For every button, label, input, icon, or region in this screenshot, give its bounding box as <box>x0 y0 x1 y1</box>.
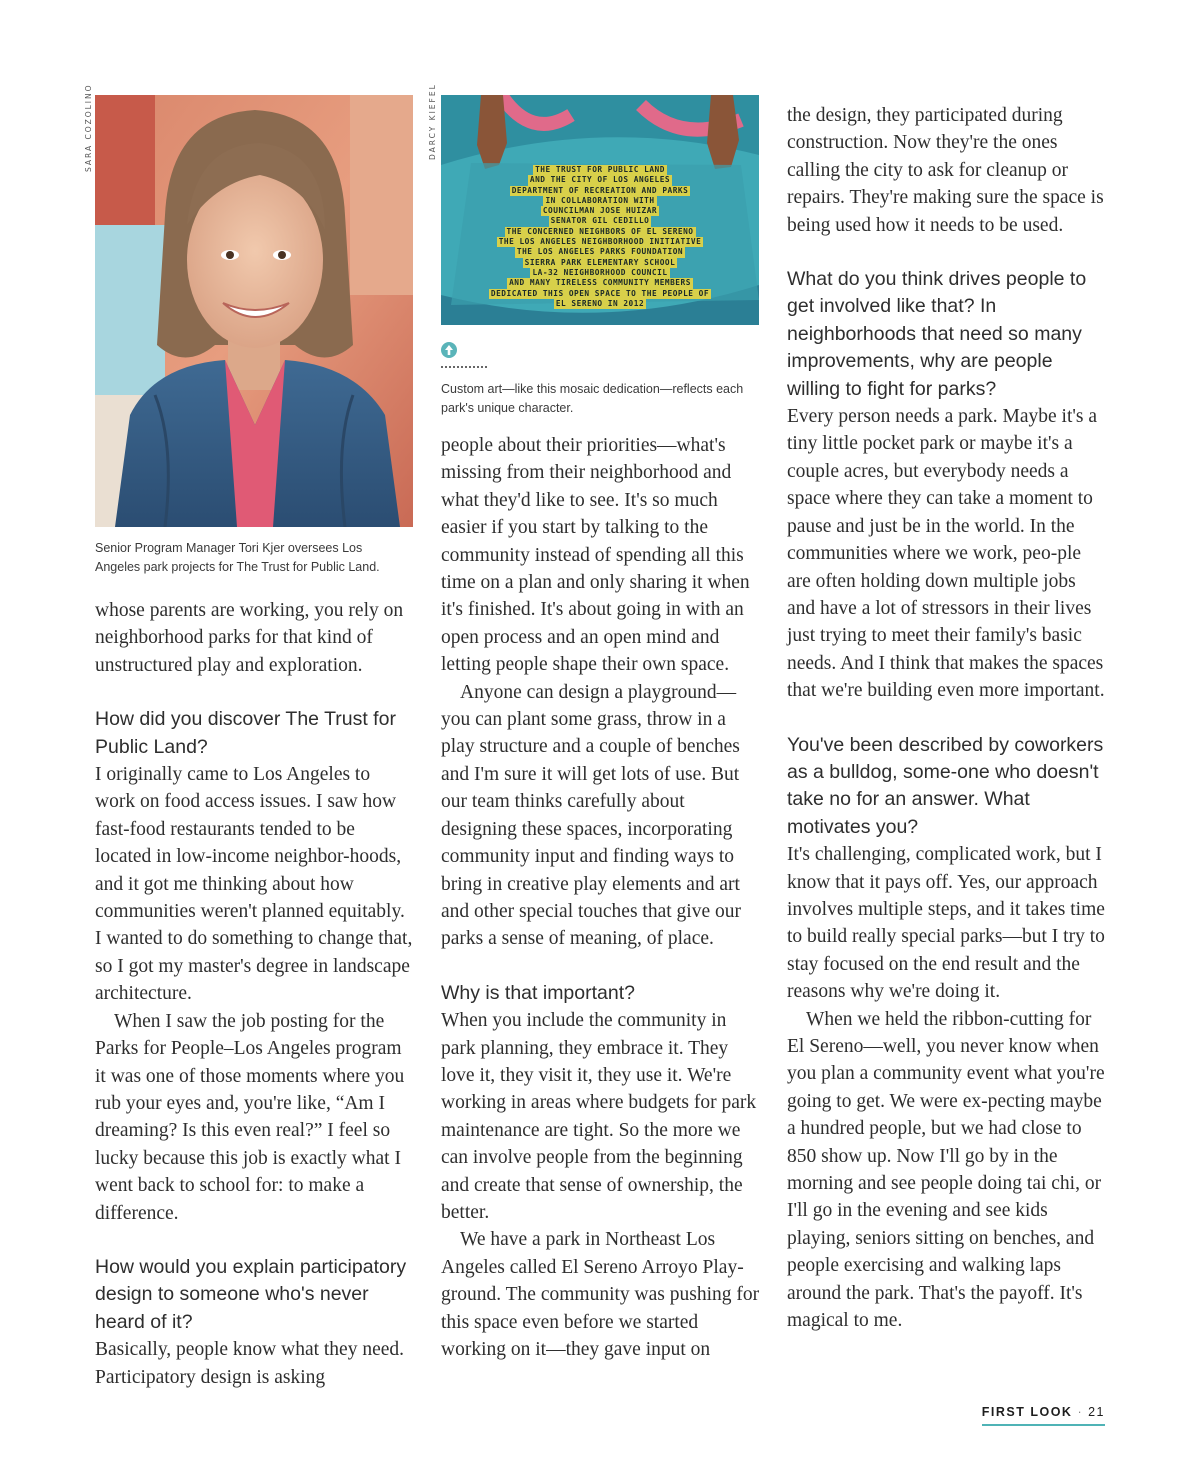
portrait-photo <box>95 95 413 527</box>
mosaic-line: THE LOS ANGELES NEIGHBORHOOD INITIATIVE <box>498 237 702 247</box>
mosaic-line: LA-32 NEIGHBORHOOD COUNCIL <box>532 267 668 277</box>
question-heading: Why is that important? <box>441 981 635 1004</box>
column-3 <box>787 102 1107 1334</box>
mosaic-line: AND MANY TIRELESS COMMUNITY MEMBERS <box>509 278 691 288</box>
question-heading: How would you explain participatory design to someone who's never heard of it? <box>95 1255 407 1333</box>
question-heading: How did you discover The Trust for Public Land? <box>95 708 396 758</box>
mosaic-plaque <box>441 165 759 309</box>
column-1 <box>95 597 413 1391</box>
mosaic-line: DEPARTMENT OF RECREATION AND PARKS <box>511 185 689 195</box>
paragraph: We have a park in Northeast Los Angeles called El Sereno Arroyo Play-ground. The community was pushing for this space even before we started working on it—they gave input on <box>441 1229 760 1360</box>
caption-divider <box>441 366 487 368</box>
folio-separator: · <box>1077 1405 1084 1419</box>
portrait-image <box>95 95 413 527</box>
page-number: 21 <box>1088 1405 1105 1419</box>
photo-credit-portrait: SARA COZOLINO <box>84 83 93 172</box>
mosaic-line: SENATOR GIL CEDILLO <box>550 216 650 226</box>
section-name: FIRST LOOK <box>981 1405 1073 1419</box>
mosaic-line: IN COLLABORATION WITH <box>545 195 655 205</box>
portrait-caption: Senior Program Manager Tori Kjer oversees Los Angeles park projects for The Trust for Public Land. <box>95 541 380 574</box>
mosaic-line: THE LOS ANGELES PARKS FOUNDATION <box>516 247 684 257</box>
mosaic-line: SIERRA PARK ELEMENTARY SCHOOL <box>524 257 676 267</box>
mosaic-photo <box>441 95 759 325</box>
question-heading: You've been described by coworkers as a bulldog, some-one who doesn't take no for an answer. What motivates you? <box>787 733 1104 838</box>
photo-credit-mosaic: DARCY KIEFEL <box>428 83 437 160</box>
paragraph: When you include the community in park planning, they embrace it. They love it, they visit it, they use it. We're working in areas where budgets for park maintenance are tight. So the more we can involve people from the beginning and create that sense of ownership, the better. <box>441 1010 757 1223</box>
paragraph: It's challenging, complicated work, but I know that it pays off. Yes, our approach involves multiple steps, and it takes time to build really special parks—but I try to stay focused on the end result and the reasons why we're doing it. <box>787 844 1105 1003</box>
paragraph: whose parents are working, you rely on neighborhood parks for that kind of unstructured play and exploration. <box>95 600 404 676</box>
paragraph: people about their priorities—what's missing from their neighborhood and what they'd like to see. It's so much easier if you start by talking to the community instead of spending all this time on a plan and only sharing it when it's finished. It's about going in with an open process and an open mind and letting people shape their own space. <box>441 435 750 676</box>
mosaic-caption: Custom art—like this mosaic dedication—reflects each park's unique character. <box>441 382 744 415</box>
mosaic-line: AND THE CITY OF LOS ANGELES <box>529 175 671 185</box>
arrow-up-icon <box>441 342 457 358</box>
question-heading: What do you think drives people to get involved like that? In neighborhoods that need so many improvements, why are people willing to fight for parks? <box>787 268 1087 400</box>
paragraph: Anyone can design a playground—you can plant some grass, throw in a play structure and a couple of benches and I'm sure it will get lots of use. But our team thinks carefully about designing these spaces, incorporating community input and finding ways to bring in creative play elements and art and other special touches that give our parks a sense of meaning, of place. <box>441 681 741 950</box>
mosaic-line: COUNCILMAN JOSE HUIZAR <box>542 206 658 216</box>
paragraph: Basically, people know what they need. Participatory design is asking <box>95 1339 405 1388</box>
mosaic-line: THE TRUST FOR PUBLIC LAND <box>535 165 665 174</box>
column-2 <box>441 432 761 1363</box>
paragraph: When we held the ribbon-cutting for El Sereno—well, you never know when you plan a community event what you're going to get. We were ex-pecting maybe a hundred people, but we had close to 850 show up. Now I'll go by in the morning and see people doing tai chi, or I'll go in the evening and see kids playing, seniors sitting on benches, and people exercising and walking laps around the park. That's the payoff. It's magical to me. <box>787 1008 1105 1332</box>
page-folio <box>982 1405 1105 1426</box>
paragraph: the design, they participated during construction. Now they're the ones calling the city to ask for cleanup or repairs. They're making sure the space is being used how it needs to be used. <box>787 105 1104 236</box>
paragraph: When I saw the job posting for the Parks for People–Los Angeles program it was one of those moments where you rub your eyes and, you're like, “Am I dreaming? Is this even real?” I feel so lucky because this job is exactly what I went back to school for: to make a difference. <box>95 1010 405 1224</box>
paragraph: I originally came to Los Angeles to work on food access issues. I saw how fast-food restaurants tended to be located in low-income neighbor-hoods, and it got me thinking about how communities weren't planned equitably. I wanted to do something to change that, so I got my master's degree in landscape architecture. <box>95 764 413 1005</box>
mosaic-line: THE CONCERNED NEIGHBORS OF EL SERENO <box>506 226 694 236</box>
paragraph: Every person needs a park. Maybe it's a tiny little pocket park or maybe it's a couple acres, but everybody needs a space where they can take a moment to pause and just be in the world. In the communities where we work, peo-ple are often holding down multiple jobs and have a lot of stressors in their lives just trying to meet their family's basic needs. And I think that makes the spaces that we're building even more important. <box>787 406 1105 702</box>
mosaic-line: EL SERENO IN 2012 <box>555 298 645 308</box>
mosaic-line: DEDICATED THIS OPEN SPACE TO THE PEOPLE OF <box>490 288 710 298</box>
